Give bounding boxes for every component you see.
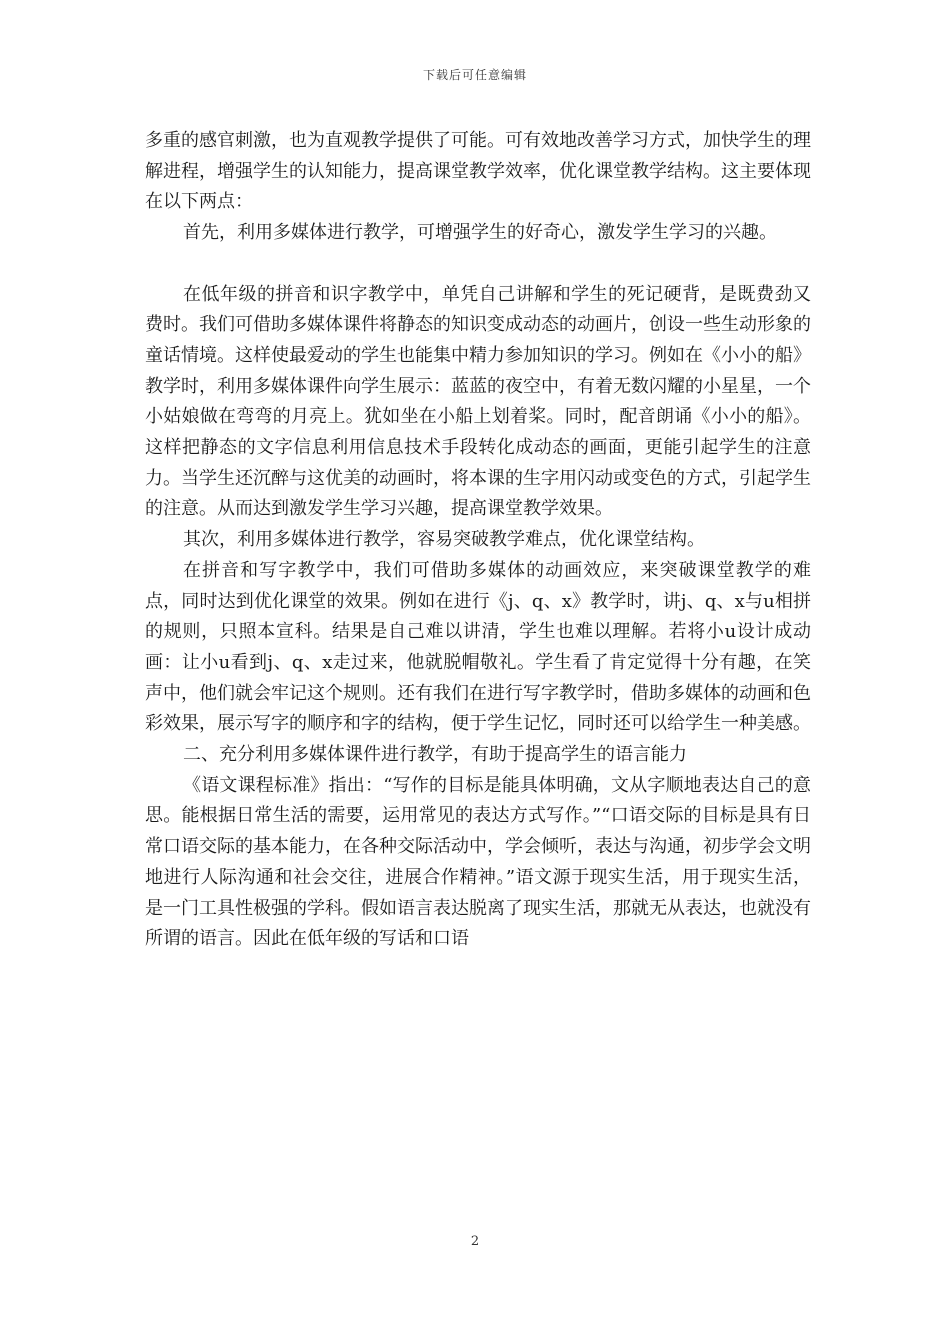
paragraph-curriculum-standard: 《语文课程标准》指出：“写作的目标是能具体明确，文从字顺地表达自己的意思。能根据日常生活的需要，运用常见的表达方式写作。”“口语交际的目标是具有日常口语交际的基本能力，在各种交际活动中，学会倾听，表达与沟通，初步学会文明地进行人际沟通和社会交往，进展合作精神。”语文源于现实生活，用于现实生活，是一门工具性极强的学科。假如语言表达脱离了现实生活，那就无从表达，也就没有所谓的语言。因此在低年级的写话和口语	[145, 774, 811, 950]
paragraph-pinyin-literacy: 在低年级的拼音和识字教学中，单凭自己讲解和学生的死记硬背，是既费劲又费时。我们可借助多媒体课件将静态的知识变成动态的动画片，创设一些生动形象的童话情境。这样使最爱动的学生也能集中精力参加知识的学习。例如在《小小的船》教学时，利用多媒体课件向学生展示：蓝蓝的夜空中，有着无数闪耀的小星星，一个小姑娘做在弯弯的月亮上。犹如坐在小船上划着桨。同时，配音朗诵《小小的船》。这样把静态的文字信息利用信息技术手段转化成动态的画面，更能引起学生的注意力。当学生还沉醉与这优美的动画时，将本课的生字用闪动或变色的方式，引起学生的注意。从而达到激发学生学习兴趣，提高课堂教学效果。	[145, 283, 811, 520]
page-header: 下载后可任意编辑	[422, 68, 527, 82]
section-heading-two: 二、充分利用多媒体课件进行教学，有助于提高学生的语言能力	[183, 744, 687, 766]
paragraph-pinyin-writing: 在拼音和写字教学中，我们可借助多媒体的动画效应，来突破课堂教学的难点，同时达到优化课堂的效果。例如在进行《j、q、x》教学时，讲j、q、x与u相拼的规则，只照本宣科。结果是自己难以讲清，学生也难以理解。若将小u设计成动画：让小u看到j、q、x走过来，他就脱帽敬礼。学生看了肯定觉得十分有趣，在笑声中，他们就会牢记这个规则。还有我们在进行写字教学时，借助多媒体的动画和色彩效果，展示写字的顺序和字的结构，便于学生记忆，同时还可以给学生一种美感。	[145, 559, 811, 735]
paragraph-second-point: 其次，利用多媒体进行教学，容易突破教学难点，优化课堂结构。	[183, 529, 705, 551]
paragraph-intro: 多重的感官刺激，也为直观教学提供了可能。可有效地改善学习方式，加快学生的理解进程，增强学生的认知能力，提高课堂教学效率，优化课堂教学结构。这主要体现在以下两点：	[145, 130, 811, 213]
paragraph-first-point: 首先，利用多媒体进行教学，可增强学生的好奇心，激发学生学习的兴趣。	[183, 222, 777, 244]
page-number: 2	[470, 1234, 480, 1249]
document-body	[145, 126, 811, 955]
